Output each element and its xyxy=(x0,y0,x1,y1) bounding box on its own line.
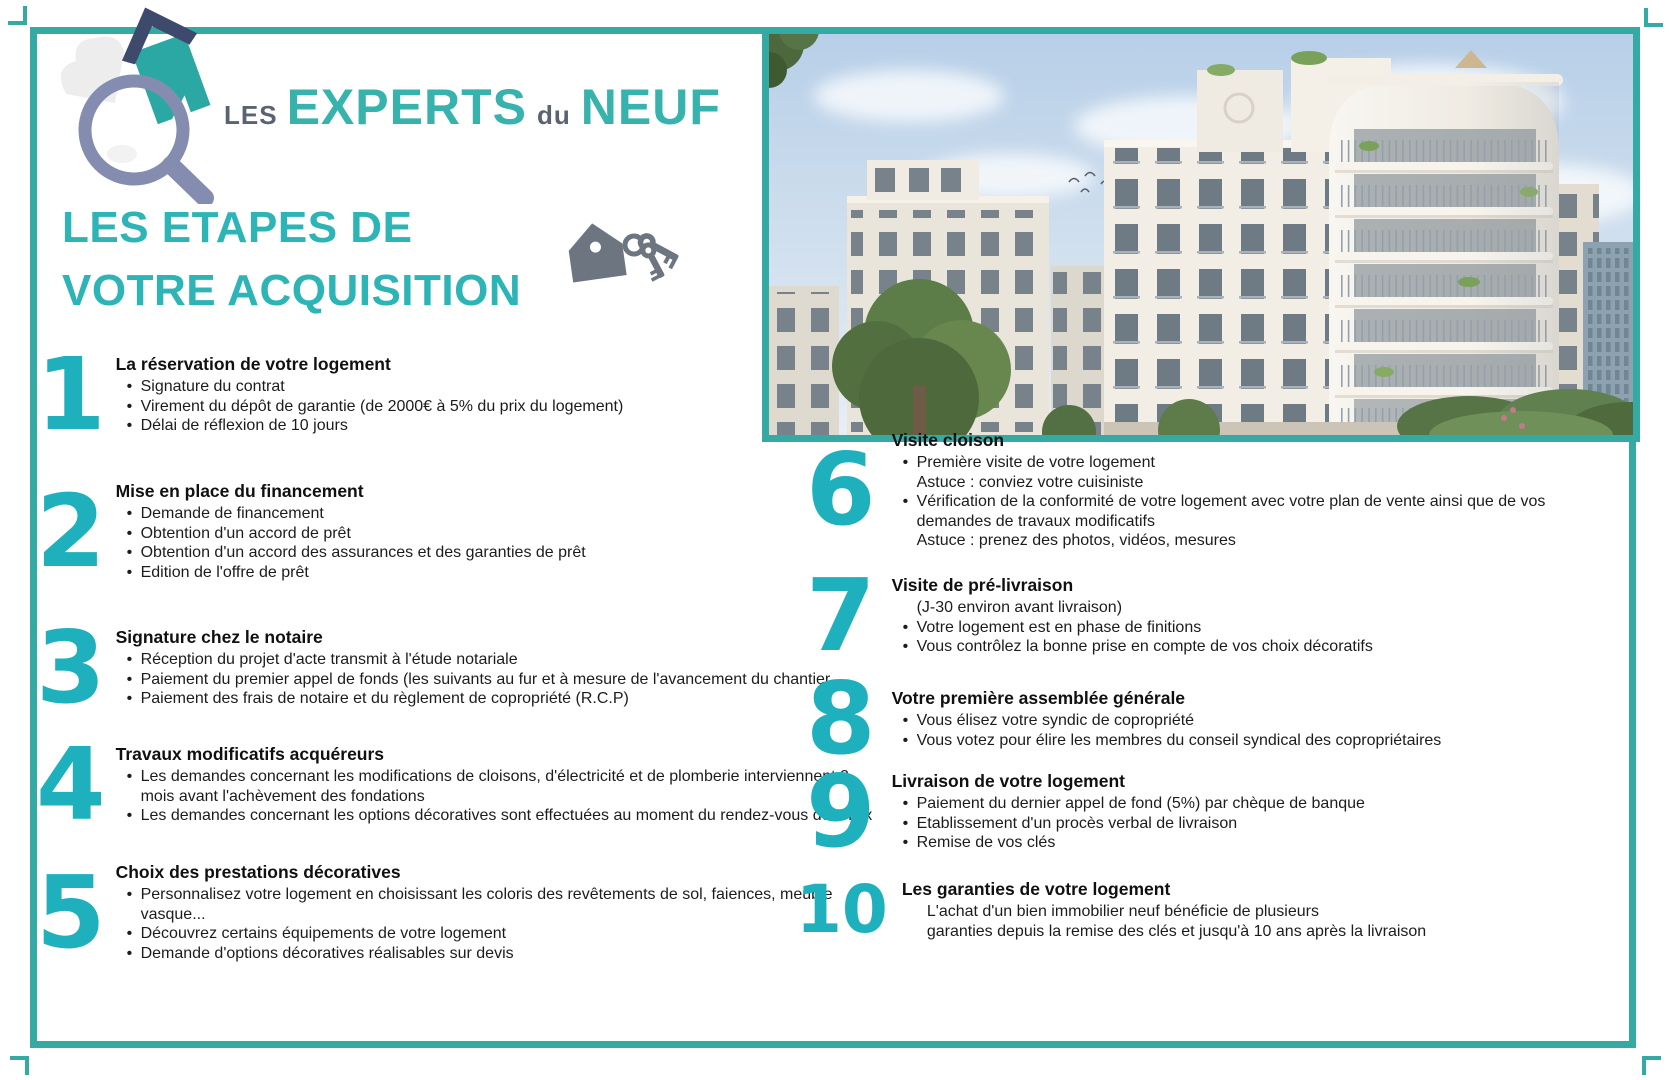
bullet-icon: • xyxy=(126,768,133,785)
bullet-icon: • xyxy=(126,378,133,395)
step-item xyxy=(892,473,1546,493)
step-item xyxy=(902,922,1426,942)
step-item-text: Les demandes concernant les options décoratives sont effectuées au moment du rendez-vous de choix xyxy=(140,807,873,824)
step-item xyxy=(892,531,1546,551)
logo-word-les: LES xyxy=(224,100,278,130)
step-item xyxy=(892,637,1373,657)
logo-word-neuf: NEUF xyxy=(580,79,721,135)
step-item-text: Votre logement est en phase de finitions xyxy=(916,618,1202,636)
step-title: Visite de pré-livraison xyxy=(891,575,1074,595)
step-number: 6 xyxy=(806,431,876,549)
step-item-text: Vous contrôlez la bonne prise en compte de vos choix décoratifs xyxy=(916,638,1373,655)
step-number: 9 xyxy=(806,752,876,870)
logo-word-du: du xyxy=(536,100,571,130)
step-item-text: Etablissement d'un procès verbal de livraison xyxy=(916,814,1238,832)
bullet-icon: • xyxy=(902,638,909,655)
logo-word-experts: EXPERTS xyxy=(286,79,527,135)
step-item xyxy=(892,814,1365,834)
step-9 xyxy=(806,752,1365,870)
step-item-text: Edition de l'offre de prêt xyxy=(140,563,309,581)
step-title: Choix des prestations décoratives xyxy=(115,862,401,882)
step-number: 1 xyxy=(36,335,106,453)
step-item xyxy=(892,731,1442,751)
step-title: Travaux modificatifs acquéreurs xyxy=(115,744,385,764)
step-item-text: Réception du projet d'acte transmit à l'étude notariale xyxy=(140,651,518,668)
bullet-icon: • xyxy=(126,417,133,434)
step-title: Signature chez le notaire xyxy=(115,627,323,647)
step-item-text: Virement du dépôt de garantie (de 2000€ à 5% du prix du logement) xyxy=(140,397,624,415)
step-number: 8 xyxy=(806,660,876,777)
bullet-icon: • xyxy=(126,563,133,581)
step-title: Livraison de votre logement xyxy=(891,771,1125,791)
bullet-spacer xyxy=(903,473,917,493)
step-item-text: garanties depuis la remise des clés et jusqu'à 10 ans après la livraison xyxy=(926,922,1427,940)
step-item-text: Vous votez pour élire les membres du conseil syndical des copropriétaires xyxy=(916,731,1442,749)
step-item-text: Délai de réflexion de 10 jours xyxy=(140,417,348,434)
step-item-text: vasque... xyxy=(140,905,206,923)
step-10 xyxy=(796,870,1427,948)
step-content xyxy=(892,430,1546,551)
step-item-text: demandes de travaux modificatifs xyxy=(916,512,1155,530)
step-item-text: Astuce : prenez des photos, vidéos, mesures xyxy=(916,532,1236,549)
step-number: 5 xyxy=(36,853,106,971)
step-item-text: Vous élisez votre syndic de copropriété xyxy=(916,712,1195,729)
step-item-text: Vérification de la conformité de votre logement avec votre plan de vente ainsi que de vos xyxy=(916,493,1546,510)
step-number: 4 xyxy=(36,725,106,843)
step-content xyxy=(902,879,1426,941)
page-title-line1: LES ETAPES DE xyxy=(62,203,413,252)
step-item xyxy=(902,902,1426,922)
step-item-text: L'achat d'un bien immobilier neuf bénéficie de plusieurs xyxy=(926,903,1319,920)
step-item-text: Paiement des frais de notaire et du règlement de copropriété (R.C.P) xyxy=(140,690,629,707)
step-7 xyxy=(806,556,1373,674)
step-number: 2 xyxy=(36,472,106,590)
step-title: Visite cloison xyxy=(891,430,1005,450)
step-title: La réservation de votre logement xyxy=(115,354,391,374)
step-item-text: Découvrez certains équipements de votre logement xyxy=(140,925,507,942)
bullet-icon: • xyxy=(126,670,133,688)
bullet-icon: • xyxy=(902,618,909,636)
bullet-icon: • xyxy=(902,712,909,729)
step-item-text: Demande de financement xyxy=(140,505,324,522)
bullet-icon: • xyxy=(902,731,909,749)
step-item xyxy=(892,453,1546,473)
step-item-text: Demande d'options décoratives réalisables sur devis xyxy=(140,944,514,962)
step-item xyxy=(892,794,1365,814)
step-item xyxy=(892,512,1546,532)
step-content xyxy=(892,575,1373,657)
bullet-spacer xyxy=(903,512,917,532)
bullet-icon: • xyxy=(126,524,133,542)
step-item-text: mois avant l'achèvement des fondations xyxy=(140,787,425,805)
step-title: Mise en place du financement xyxy=(115,481,364,501)
step-title: Votre première assemblée générale xyxy=(891,688,1186,708)
step-item-text: Les demandes concernant les modifications de cloisons, d'électricité et de plomberie interviennent 2 xyxy=(140,768,849,785)
step-item xyxy=(892,833,1365,853)
step-item xyxy=(892,598,1373,618)
bullet-icon: • xyxy=(902,493,909,510)
step-item-text: Remise de vos clés xyxy=(916,834,1056,851)
step-number: 3 xyxy=(36,608,106,726)
step-number: 10 xyxy=(796,870,888,948)
bullet-spacer xyxy=(913,902,927,922)
step-6 xyxy=(806,430,1545,551)
page-title-line2: VOTRE ACQUISITION xyxy=(62,266,522,315)
bullet-icon: • xyxy=(126,886,133,903)
bullet-icon: • xyxy=(126,944,133,962)
bullet-icon: • xyxy=(902,834,909,851)
step-item xyxy=(892,492,1546,512)
step-item-text: Première visite de votre logement xyxy=(916,454,1155,471)
bullet-icon: • xyxy=(126,690,133,707)
step-item-text: (J-30 environ avant livraison) xyxy=(916,599,1123,616)
bullet-icon: • xyxy=(126,651,133,668)
step-item-text: Obtention d'un accord des assurances et des garanties de prêt xyxy=(140,544,586,561)
bullet-icon: • xyxy=(126,807,133,824)
step-item-text: Astuce : conviez votre cuisiniste xyxy=(916,473,1144,491)
bullet-icon: • xyxy=(902,454,909,471)
bullet-spacer xyxy=(903,531,917,551)
step-item xyxy=(892,711,1442,731)
step-item-text: Paiement du dernier appel de fond (5%) par chèque de banque xyxy=(916,795,1365,812)
step-content xyxy=(892,771,1365,853)
bullet-spacer xyxy=(903,598,917,618)
bullet-icon: • xyxy=(126,397,133,415)
step-content xyxy=(892,688,1442,750)
bullet-icon: • xyxy=(126,925,133,942)
step-item-text: Personnalisez votre logement en choisissant les coloris des revêtements de sol, faiences, meuble xyxy=(140,886,833,903)
bullet-spacer xyxy=(913,922,927,942)
step-item-text: Paiement du premier appel de fonds (les suivants au fur et à mesure de l'avancement du chantier xyxy=(140,670,831,688)
bullet-icon: • xyxy=(902,795,909,812)
step-8 xyxy=(806,660,1442,777)
step-item xyxy=(892,618,1373,638)
step-item-text: Obtention d'un accord de prêt xyxy=(140,524,351,542)
step-title: Les garanties de votre logement xyxy=(901,879,1171,899)
bullet-icon: • xyxy=(126,544,133,561)
step-item-text: Signature du contrat xyxy=(140,378,285,395)
step-number: 7 xyxy=(806,556,876,674)
bullet-icon: • xyxy=(902,814,909,832)
bullet-icon: • xyxy=(126,505,133,522)
